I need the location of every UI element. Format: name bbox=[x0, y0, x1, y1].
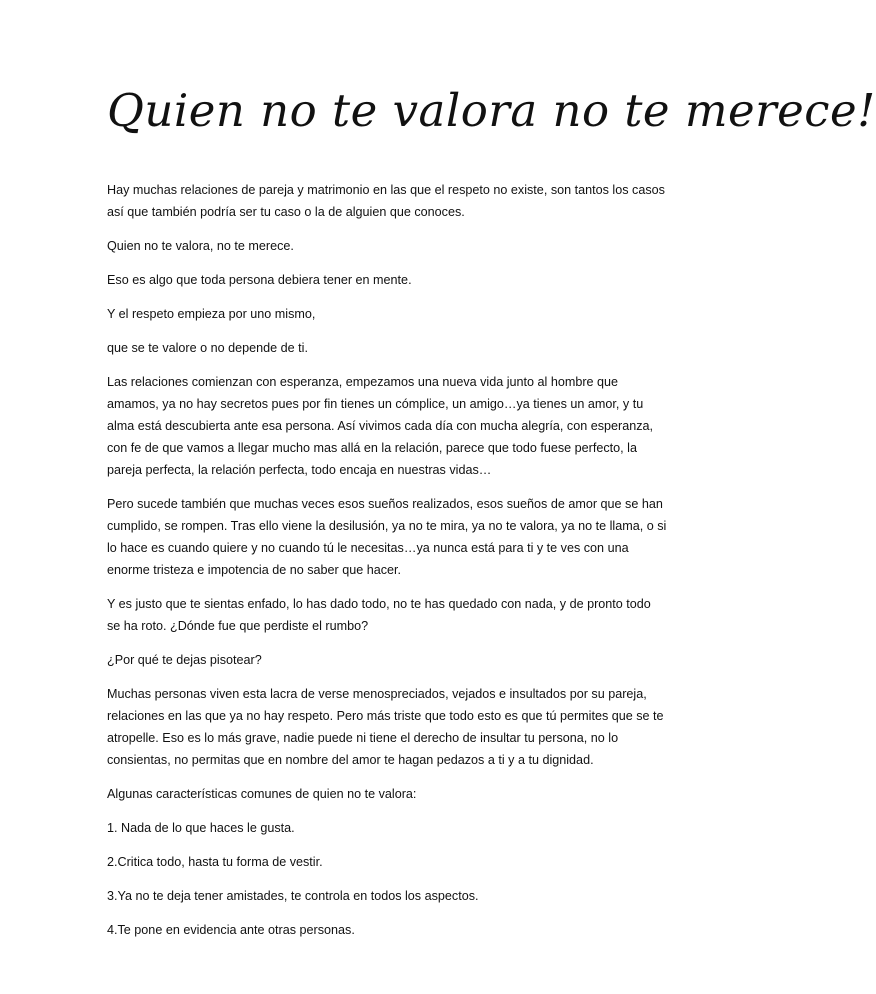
paragraph: Algunas características comunes de quien no te valora: bbox=[107, 787, 417, 801]
list-item: 3.Ya no te deja tener amistades, te controla en todos los aspectos. bbox=[107, 889, 479, 903]
paragraph: Pero sucede también que muchas veces esos sueños realizados, esos sueños de amor que se han cumplido, se rompen. Tras ello viene la desilusión, ya no te mira, ya no te valora, ya no te llama, o si lo hace es cuando quiere y no cuando tú le necesitas…ya nunca está para ti y te ves con una enorme tristeza e impotencia de no saber que hacer. bbox=[107, 497, 667, 577]
paragraph: Muchas personas viven esta lacra de verse menospreciados, vejados e insultados por su pareja, relaciones en las que ya no hay respeto. Pero más triste que todo esto es que tú permites que se te atropelle. Eso es lo más grave, nadie puede ni tiene el derecho de insultar tu persona, no lo consientas, no permitas que en nombre del amor te hagan pedazos a ti y a tu dignidad. bbox=[107, 687, 664, 767]
list-item: 1. Nada de lo que haces le gusta. bbox=[107, 821, 295, 835]
paragraph: Quien no te valora, no te merece. bbox=[107, 239, 294, 253]
paragraph: Las relaciones comienzan con esperanza, empezamos una nueva vida junto al hombre que amamos, ya no hay secretos pues por fin tienes un cómplice, un amigo…ya tienes un amor, y tu alma está descubierta ante esa persona. Así vivimos cada día con mucha alegría, con esperanza, con fe de que vamos a llegar mucho mas allá en la relación, parece que todo fuese perfecto, la pareja perfecta, la relación perfecta, todo encaja en nuestras vidas… bbox=[107, 375, 654, 477]
document-body bbox=[107, 179, 667, 953]
paragraph: Hay muchas relaciones de pareja y matrimonio en las que el respeto no existe, son tantos los casos así que también podría ser tu caso o la de alguien que conoces. bbox=[107, 183, 665, 219]
paragraph: ¿Por qué te dejas pisotear? bbox=[107, 653, 262, 667]
paragraph: Eso es algo que toda persona debiera tener en mente. bbox=[107, 273, 412, 287]
list-item: 2.Critica todo, hasta tu forma de vestir. bbox=[107, 855, 323, 869]
paragraph: Y el respeto empieza por uno mismo, bbox=[107, 307, 316, 321]
list-item: 4.Te pone en evidencia ante otras personas. bbox=[107, 923, 355, 937]
document-title: Quien no te valora no te merece! bbox=[107, 84, 876, 137]
paragraph: que se te valore o no depende de ti. bbox=[107, 341, 308, 355]
paragraph: Y es justo que te sientas enfado, lo has dado todo, no te has quedado con nada, y de pronto todo se ha roto. ¿Dónde fue que perdiste el rumbo? bbox=[107, 597, 651, 633]
